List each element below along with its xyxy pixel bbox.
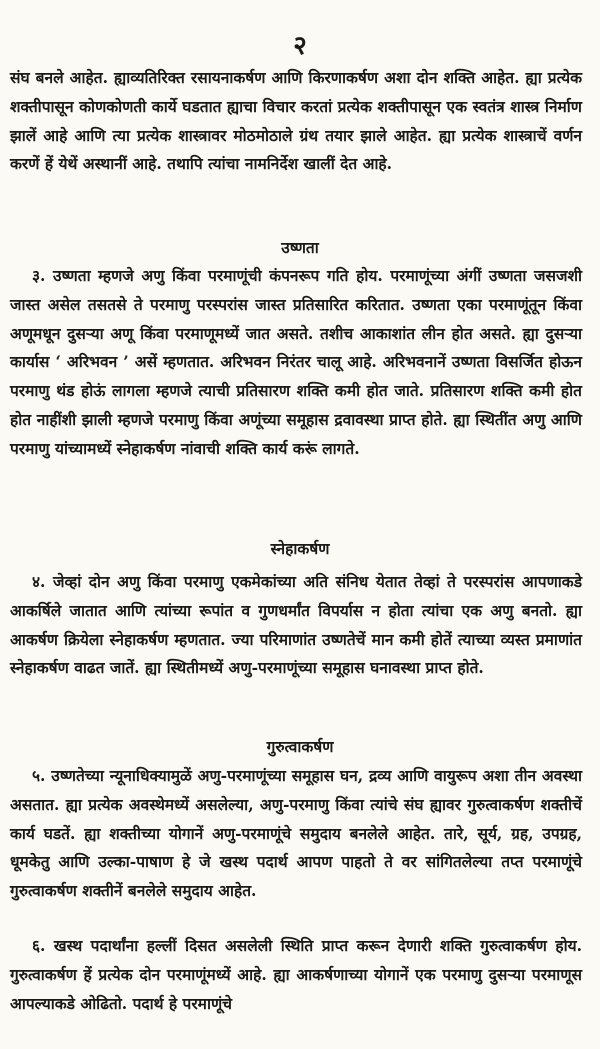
section-paragraph-cohesion: ४. जेव्हां दोन अणु किंवा परमाणु एकमेकांच्या अति संनिध येतात तेव्हां ते परस्परांस आपणाकडे आकर्षिले जातात आणि त्यांच्या रूपांत व गुणधर्मांत विपर्यास न होता त्यांचा एक अणु बनतो. ह्या आकर्षण क्रियेला स्नेहाकर्षण म्हणतात. ज्या परिमाणांत उष्णतेचें मान कमी होतें त्याच्या व्यस्त प्रमाणांत स्नेहाकर्षण वाढत जातें. ह्या स्थितीमध्यें अणु-परमाणूंच्या समूहास घनावस्था प्राप्त होते. bbox=[10, 572, 582, 678]
intro-paragraph: संघ बनले आहेत. ह्याव्यतिरिक्त रसायनाकर्षण आणि किरणाकर्षण अशा दोन शक्ति आहेत. ह्या प्रत्येक शक्तीपासून कोणकोणती कार्ये घडतात ह्याचा विचार करतां प्रत्येक शक्तीपासून एक स्वतंत्र शास्त्र निर्माण झालें आहे आणि त्या प्रत्येक शास्त्रावर मोठमोठाले ग्रंथ तयार झाले आहेत. ह्या प्रत्येक शास्त्राचें वर्णन करणें हें येथें अस्थानीं आहे. तथापि त्यांचा नामनिर्देश खालीं देत आहे. bbox=[10, 68, 582, 174]
section-paragraph-heat: ३. उष्णता म्हणजे अणु किंवा परमाणूंची कंपनरूप गति होय. परमाणूंच्या अंगीं उष्णता जसजशी जास्त असेल तसतसे ते परमाणु परस्परांस जास्त प्रतिसारित करितात. उष्णता एका परमाणूंतून किंवा अणूमधून दुसऱ्या अणू किंवा परमाणूमध्यें जात असते. तशीच आकाशांत लीन होत असते. ह्या दुसऱ्या कार्यास ‘ अरिभवन ’ असें म्हणतात. अरिभवन निरंतर चालू आहे. अरिभवनानें उष्णता विसर्जित होऊन परमाणु थंड होऊं लागला म्हणजे त्याची प्रतिसारण शक्ति कमी होत जाते. प्रतिसारण शक्ति कमी होत होत नाहींशी झाली म्हणजे परमाणु किंवा अणूंच्या समूहास द्रवावस्था प्राप्त होते. ह्या स्थितींत अणु आणि परमाणु यांच्यामध्यें स्नेहाकर्षण नांवाची शक्ति कार्य करूं लागते. bbox=[10, 266, 582, 458]
final-paragraph: ६. खस्थ पदार्थांना हल्लीं दिसत असलेली स्थिति प्राप्त करून देणारी शक्ति गुरुत्वाकर्षण होय. गुरुत्वाकर्षण हें प्रत्येक दोन परमाणूंमध्यें आहे. ह्या आकर्षणाच्या योगानें एक परमाणु दुसऱ्या परमाणूस आपल्याकडे ओढितो. पदार्थ हे परमाणूंचे bbox=[10, 936, 582, 1013]
section-heading-cohesion: स्नेहाकर्षण bbox=[270, 539, 330, 558]
section-heading-heat: उष्णता bbox=[281, 238, 319, 257]
page-number: २ bbox=[293, 31, 307, 61]
section-heading-gravity: गुरुत्वाकर्षण bbox=[266, 737, 334, 756]
section-paragraph-gravity: ५. उष्णतेच्या न्यूनाधिक्यामुळें अणु-परमाणूंच्या समूहास घन, द्रव्य आणि वायुरूप अशा तीन अवस्था असतात. ह्या प्रत्येक अवस्थेमध्यें असलेल्या, अणु-परमाणु किंवा त्यांचे संघ ह्यावर गुरुत्वाकर्षण शक्तीचें कार्य घडतें. ह्या शक्तीच्या योगानें अणु-परमाणूंचे समुदाय बनलेले आहेत. तारे, सूर्य, ग्रह, उपग्रह, धूमकेतु आणि उल्का-पाषाण हे जे खस्थ पदार्थ आपण पाहतो ते वर सांगितलेल्या तप्त परमाणूंचे गुरुत्वाकर्षण शक्तीनें बनलेले समुदाय आहेत. bbox=[10, 766, 582, 901]
